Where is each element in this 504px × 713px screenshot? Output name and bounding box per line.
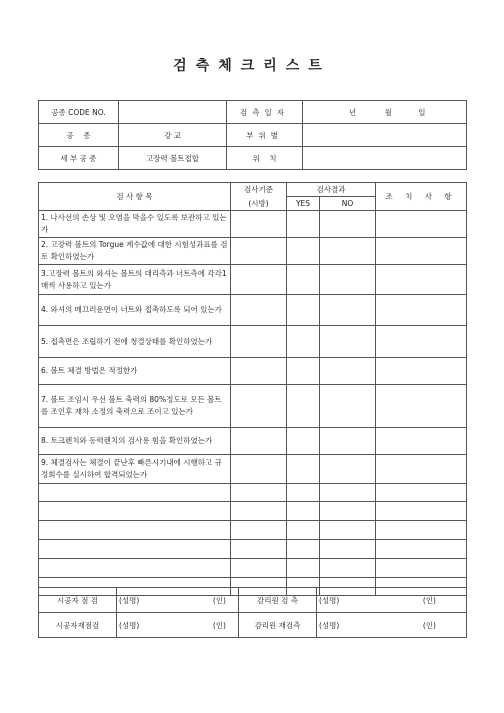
info-row-work-type <box>39 124 467 147</box>
value-detail-work[interactable]: 고장력 볼트접합 <box>119 147 227 170</box>
cell-standard[interactable] <box>231 540 287 559</box>
table-row <box>39 428 467 455</box>
cell-action[interactable] <box>376 265 467 295</box>
cell-yes[interactable] <box>287 265 320 295</box>
cell-yes[interactable] <box>287 455 320 484</box>
item-text <box>39 502 231 521</box>
cell-yes[interactable] <box>287 428 320 455</box>
table-row <box>39 521 467 540</box>
item-text: 3.고장력 볼트의 와셔는 볼트의 대리측과 너트측에 각각1매씩 사용하고 있는가 <box>39 265 231 295</box>
cell-yes[interactable] <box>287 559 320 578</box>
label-code-no: 공종 CODE NO. <box>39 101 119 124</box>
cell-yes[interactable] <box>287 326 320 358</box>
cell-action[interactable] <box>376 540 467 559</box>
item-text <box>39 540 231 559</box>
item-text <box>39 484 231 502</box>
cell-standard[interactable] <box>231 211 287 238</box>
item-text: 7. 볼트 조임시 우선 볼트 축력의 80%정도로 모든 볼트를 조인후 재차 소정의 축력으로 조이고 있는가 <box>39 385 231 428</box>
date-month: 월 <box>384 107 392 117</box>
contractor-name[interactable]: (성명) <box>117 588 177 613</box>
label-section: 부위별 <box>227 124 303 147</box>
contractor-name[interactable]: (성명) <box>117 613 177 638</box>
label-contractor-check: 시공자 점 검 <box>39 588 117 613</box>
supervisor-seal[interactable]: (인) <box>377 588 467 613</box>
cell-yes[interactable] <box>287 358 320 385</box>
contractor-seal[interactable]: (인) <box>177 613 239 638</box>
cell-yes[interactable] <box>287 521 320 540</box>
signature-row <box>39 613 467 638</box>
label-work-type: 공 종 <box>39 124 119 147</box>
date-year: 년 <box>349 107 357 117</box>
cell-standard[interactable] <box>231 326 287 358</box>
item-text: 6. 볼트 체결 방법은 적정한가 <box>39 358 231 385</box>
cell-yes[interactable] <box>287 385 320 428</box>
label-supervisor-reinspection: 감리원 재검측 <box>239 613 317 638</box>
cell-action[interactable] <box>376 502 467 521</box>
cell-standard[interactable] <box>231 559 287 578</box>
checklist-table <box>38 182 467 596</box>
table-row <box>39 326 467 358</box>
cell-standard[interactable] <box>231 238 287 265</box>
cell-no[interactable] <box>320 265 376 295</box>
supervisor-name[interactable]: (성명) <box>317 613 377 638</box>
item-text: 4. 와셔의 메끄러운면이 너트와 접촉하도록 되어 있는가 <box>39 295 231 326</box>
cell-standard[interactable] <box>231 521 287 540</box>
table-row <box>39 358 467 385</box>
cell-action[interactable] <box>376 559 467 578</box>
cell-action[interactable] <box>376 521 467 540</box>
cell-action[interactable] <box>376 238 467 265</box>
item-text: 5. 접촉면은 조립하기 전에 청결상태를 확인하였는가 <box>39 326 231 358</box>
contractor-seal[interactable]: (인) <box>177 588 239 613</box>
header-yes: YES <box>287 197 320 211</box>
page-title: 검측체크리스트 <box>173 58 331 74</box>
item-text: 2. 고장력 볼트의 Torgue 계수값에 대한 시험성과표를 검토 확인하였는가 <box>39 238 231 265</box>
info-row-code <box>39 101 467 124</box>
cell-no[interactable] <box>320 211 376 238</box>
cell-standard[interactable] <box>231 265 287 295</box>
cell-yes[interactable] <box>287 238 320 265</box>
item-text: 1. 나사선의 손상 및 오염을 막을수 있도록 보관하고 있는가 <box>39 211 231 238</box>
cell-action[interactable] <box>376 211 467 238</box>
cell-no[interactable] <box>320 484 376 502</box>
header-action: 조 치 사 항 <box>376 183 467 211</box>
signature-row <box>39 588 467 613</box>
cell-yes[interactable] <box>287 540 320 559</box>
value-inspection-date[interactable] <box>303 101 467 124</box>
header-item: 검 사 항 목 <box>39 183 231 211</box>
table-row <box>39 484 467 502</box>
cell-no[interactable] <box>320 502 376 521</box>
cell-no[interactable] <box>320 540 376 559</box>
cell-standard[interactable] <box>231 385 287 428</box>
cell-action[interactable] <box>376 428 467 455</box>
cell-no[interactable] <box>320 559 376 578</box>
cell-yes[interactable] <box>287 484 320 502</box>
table-row <box>39 559 467 578</box>
cell-standard[interactable] <box>231 295 287 326</box>
cell-standard[interactable] <box>231 455 287 484</box>
cell-no[interactable] <box>320 385 376 428</box>
cell-no[interactable] <box>320 521 376 540</box>
cell-action[interactable] <box>376 385 467 428</box>
cell-yes[interactable] <box>287 295 320 326</box>
cell-no[interactable] <box>320 295 376 326</box>
cell-yes[interactable] <box>287 211 320 238</box>
checklist-header-row <box>39 183 467 197</box>
table-row <box>39 540 467 559</box>
value-work-type[interactable]: 강 교 <box>119 124 227 147</box>
signature-table <box>38 587 467 638</box>
table-row <box>39 385 467 428</box>
cell-standard[interactable] <box>231 502 287 521</box>
item-text <box>39 521 231 540</box>
cell-action[interactable] <box>376 326 467 358</box>
table-row <box>39 502 467 521</box>
date-day: 일 <box>418 107 426 117</box>
table-row <box>39 455 467 484</box>
item-text: 9. 체결검사는 체결이 끝난후 빠른시기내에 시행하고 규정회수를 실시하여 합격되었는가 <box>39 455 231 484</box>
item-text <box>39 559 231 578</box>
cell-standard[interactable] <box>231 484 287 502</box>
label-contractor-recheck: 시공자재점검 <box>39 613 117 638</box>
table-row <box>39 238 467 265</box>
table-row <box>39 295 467 326</box>
info-row-detail-work <box>39 147 467 170</box>
header-standard: 검사기준 <box>231 183 287 197</box>
cell-yes[interactable] <box>287 502 320 521</box>
label-detail-work: 세 부 공 종 <box>39 147 119 170</box>
cell-no[interactable] <box>320 455 376 484</box>
cell-action[interactable] <box>376 295 467 326</box>
header-result: 검사결과 <box>287 183 376 197</box>
label-inspection-date: 검측일자 <box>227 101 303 124</box>
header-standard-sub: (시방) <box>231 197 287 211</box>
cell-no[interactable] <box>320 358 376 385</box>
cell-no[interactable] <box>320 326 376 358</box>
cell-action[interactable] <box>376 455 467 484</box>
supervisor-name[interactable]: (성명) <box>317 588 377 613</box>
value-code-no[interactable] <box>119 101 227 124</box>
cell-standard[interactable] <box>231 428 287 455</box>
label-supervisor-inspection: 감리원 검 측 <box>239 588 317 613</box>
cell-no[interactable] <box>320 428 376 455</box>
info-table <box>38 100 467 170</box>
cell-action[interactable] <box>376 484 467 502</box>
cell-action[interactable] <box>376 358 467 385</box>
cell-standard[interactable] <box>231 358 287 385</box>
label-location: 위 치 <box>227 147 303 170</box>
table-row <box>39 211 467 238</box>
value-section[interactable] <box>303 124 467 147</box>
supervisor-seal[interactable]: (인) <box>377 613 467 638</box>
cell-no[interactable] <box>320 238 376 265</box>
item-text: 8. 토크렌치와 동력렌치의 검사용 힘을 확인하였는가 <box>39 428 231 455</box>
value-location[interactable] <box>303 147 467 170</box>
header-no: NO <box>320 197 376 211</box>
table-row <box>39 265 467 295</box>
